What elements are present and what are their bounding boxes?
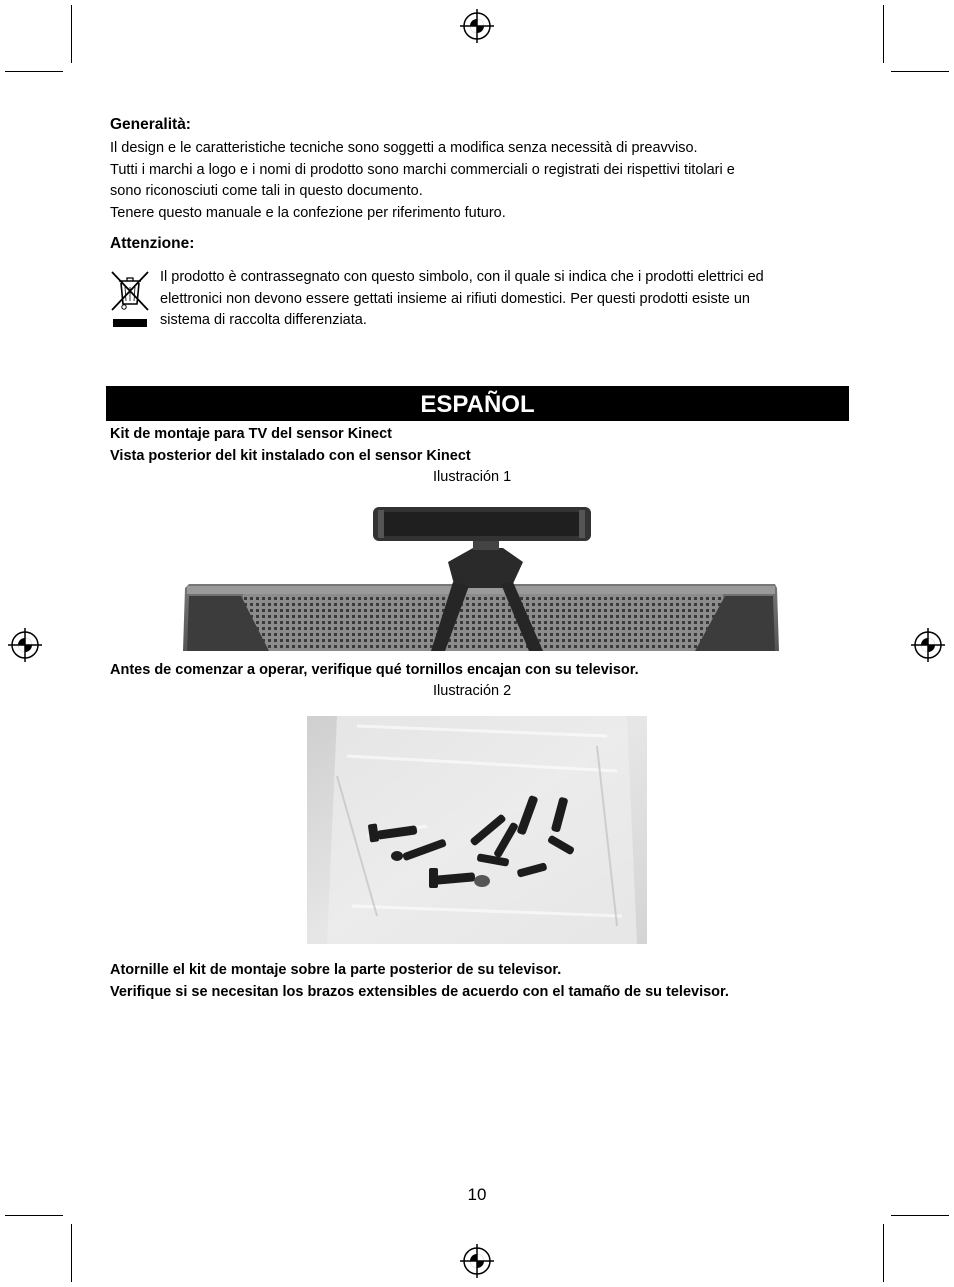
- crop-mark: [5, 71, 63, 72]
- registration-mark-icon: [8, 628, 42, 662]
- section-banner-espanol: ESPAÑOL: [106, 386, 849, 421]
- final-line: Atornille el kit de montaje sobre la parte posterior de su televisor.: [110, 962, 562, 978]
- kit-title: Kit de montaje para TV del sensor Kinect: [110, 426, 393, 442]
- kit-subtitle: Vista posterior del kit instalado con el sensor Kinect: [110, 448, 471, 464]
- registration-mark-icon: [460, 9, 494, 43]
- kit-intro: [110, 423, 471, 467]
- screws-in-plastic-bag-photo: [307, 716, 647, 944]
- crop-mark: [71, 5, 72, 63]
- attenzione-line: Il prodotto è contrassegnato con questo simbolo, con il quale si indica che i prodotti elettrici ed: [160, 269, 764, 285]
- weee-crossed-bin-icon: [108, 268, 152, 330]
- illustration-1-caption: Ilustración 1: [433, 469, 512, 485]
- generalita-line: Il design e le caratteristiche tecniche sono soggetti a modifica senza necessità di preavviso.: [110, 140, 698, 156]
- attenzione-text: [160, 267, 860, 332]
- crop-mark: [891, 1215, 949, 1216]
- final-instructions: [110, 959, 729, 1003]
- check-screws-text: Antes de comenzar a operar, verifique qué tornillos encajan con su televisor.: [110, 662, 639, 678]
- page-number: 10: [467, 1185, 487, 1204]
- final-line: Verifique si se necesitan los brazos extensibles de acuerdo con el tamaño de su televisor.: [110, 984, 729, 1000]
- crop-mark: [883, 1224, 884, 1282]
- generalita-line: Tutti i marchi a logo e i nomi di prodotto sono marchi commerciali o registrati dei rispettivi titolari e: [110, 161, 735, 178]
- crop-mark: [5, 1215, 63, 1216]
- attenzione-heading: Attenzione:: [110, 235, 195, 252]
- registration-mark-icon: [460, 1244, 494, 1278]
- attenzione-line: elettronici non devono essere gettati insieme ai rifiuti domestici. Per questi prodotti esiste un: [160, 290, 750, 307]
- generalita-line: sono riconosciuti come tali in questo documento.: [110, 183, 423, 199]
- illustration-2-caption: Ilustración 2: [433, 683, 512, 699]
- crop-mark: [71, 1224, 72, 1282]
- registration-mark-icon: [911, 628, 945, 662]
- generalita-line: Tenere questo manuale e la confezione per riferimento futuro.: [110, 204, 506, 221]
- attenzione-line: sistema di raccolta differenziata.: [160, 312, 367, 328]
- crop-mark: [891, 71, 949, 72]
- kinect-mounted-on-tv-back-photo: [183, 500, 779, 651]
- crop-mark: [883, 5, 884, 63]
- generalita-heading: Generalità:: [110, 116, 191, 133]
- generalita-text: [110, 138, 870, 224]
